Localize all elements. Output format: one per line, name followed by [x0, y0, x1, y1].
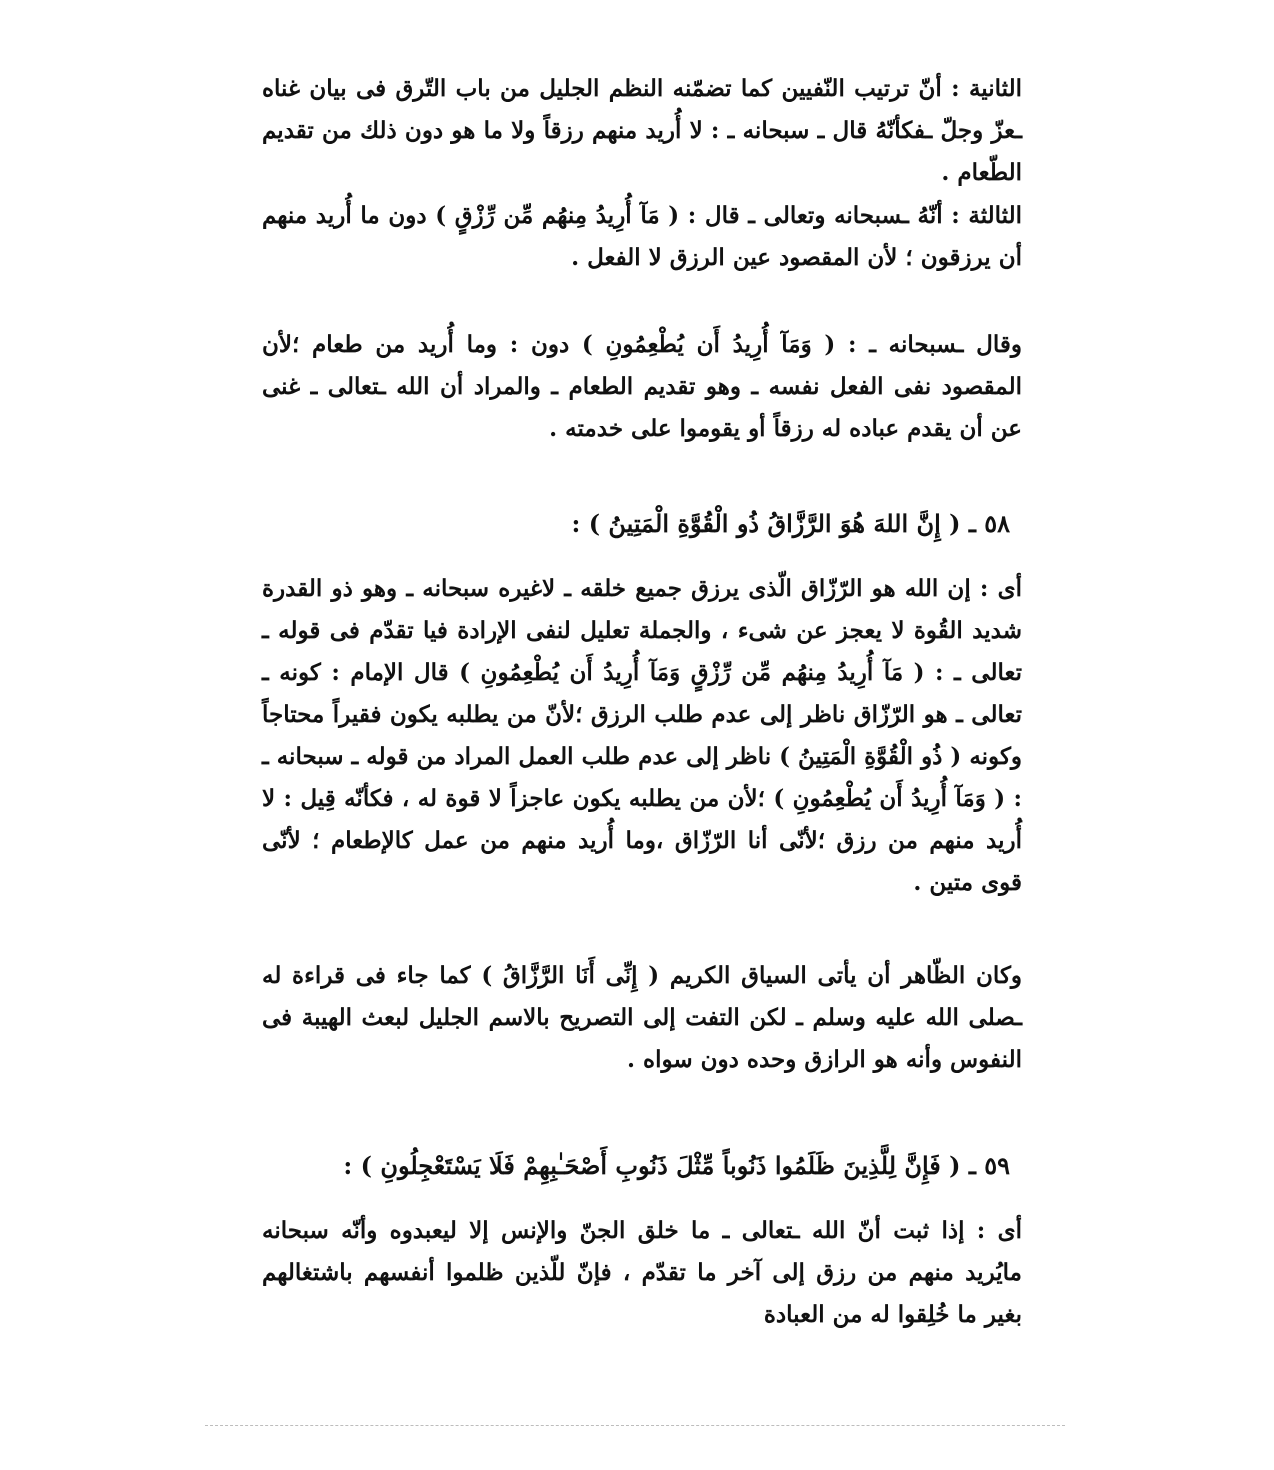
verse-heading-59: ٥٩ ـ ( فَإِنَّ لِلَّذِينَ ظَلَمُوا ذَنُوباً مِّثْلَ ذَنُوبِ أَصْحَـٰبِهِمْ فَلَا يَسْتَعْجِلُونِ ) : — [343, 1151, 1010, 1180]
verse-heading-58: ٥٨ ـ ( إِنَّ اللهَ هُوَ الرَّزَّاقُ ذُو الْقُوَّةِ الْمَتِينُ ) : — [571, 509, 1010, 538]
paragraph-verse-58-commentary: أى : إن الله هو الرّزّاق الّذى يرزق جميع خلقه ـ لاغيره سبحانه ـ وهو ذو القدرة شديد القُوة لا يعجز عن شىء ، والجملة تعليل لنفى الإرادة فيا تقدّم فى قوله ـ تعالى ـ : ( مَآ أُرِيدُ مِنهُم مِّن رِّزْقٍ وَمَآ أُرِيدُ أَن يُطْعِمُونِ ) قال الإمام : كونه ـ تعالى ـ هو الرّزّاق ناظر إلى عدم طلب الرزق ؛لأنّ من يطلبه يكون فقيراً محتاجاً وكونه ( ذُو الْقُوَّةِ الْمَتِينُ ) ناظر إلى عدم طلب العمل المراد من قوله ـ سبحانه ـ : ( وَمَآ أُرِيدُ أَن يُطْعِمُونِ ) ؛لأن من يطلبه يكون عاجزاً لا قوة له ، فكأنّه قِيل : لا أُريد منهم من رزق ؛لأنّى أنا الرّزّاق ،وما أُريد منهم من عمل كالإطعام ؛ لأنّى قوى متين . — [261, 575, 1022, 896]
paragraph-third-point: الثالثة : أنّهُ ـسبحانه وتعالى ـ قال : ( مَآ أُرِيدُ مِنهُم مِّن رِّزْقٍ ) دون ما أُريد منهم أن يرزقون ؛ لأن المقصود عين الرزق لا الفعل . — [262, 202, 1022, 271]
paragraph-verse-59-commentary: أى : إذا ثبت أنّ الله ـتعالى ـ ما خلق الجنّ والإنس إلا ليعبدوه وأنّه سبحانه مايُريد منهم من رزق إلى آخر ما تقدّم ، فإنّ للّذين ظلموا أنفسهم باشتغالهم بغير ما خُلِقوا له من العبادة — [262, 1217, 1022, 1328]
paragraph-apparent-meaning: وكان الظّاهر أن يأتى السياق الكريم ( إِنِّى أَنَا الرَّزَّاقُ ) كما جاء فى قراءة له ـصلى الله عليه وسلم ـ لكن التفت إلى التصريح بالاسم الجليل لبعث الهيبة فى النفوس وأنه هو الرازق وحده دون سواه . — [262, 962, 1022, 1073]
page-bottom-rule — [205, 1425, 1065, 1426]
paragraph-statement-explanation: وقال ـسبحانه ـ : ( وَمَآ أُرِيدُ أَن يُطْعِمُونِ ) دون : وما أُريد من طعام ؛لأن المقصود نفى الفعل نفسه ـ وهو تقديم الطعام ـ والمراد أن الله ـتعالى ـ غنى عن أن يقدم عباده له رزقاً أو يقوموا على خدمته . — [262, 331, 1022, 442]
paragraph-second-point: الثانية : أنّ ترتيب النّفيين كما تضمّنه النظم الجليل من باب التّرق فى بيان غناه ـعزّ وجلّ ـفكأنّهُ قال ـ سبحانه ـ : لا أُريد منهم رزقاً ولا ما هو دون ذلك من تقديم الطّعام . — [262, 75, 1022, 186]
